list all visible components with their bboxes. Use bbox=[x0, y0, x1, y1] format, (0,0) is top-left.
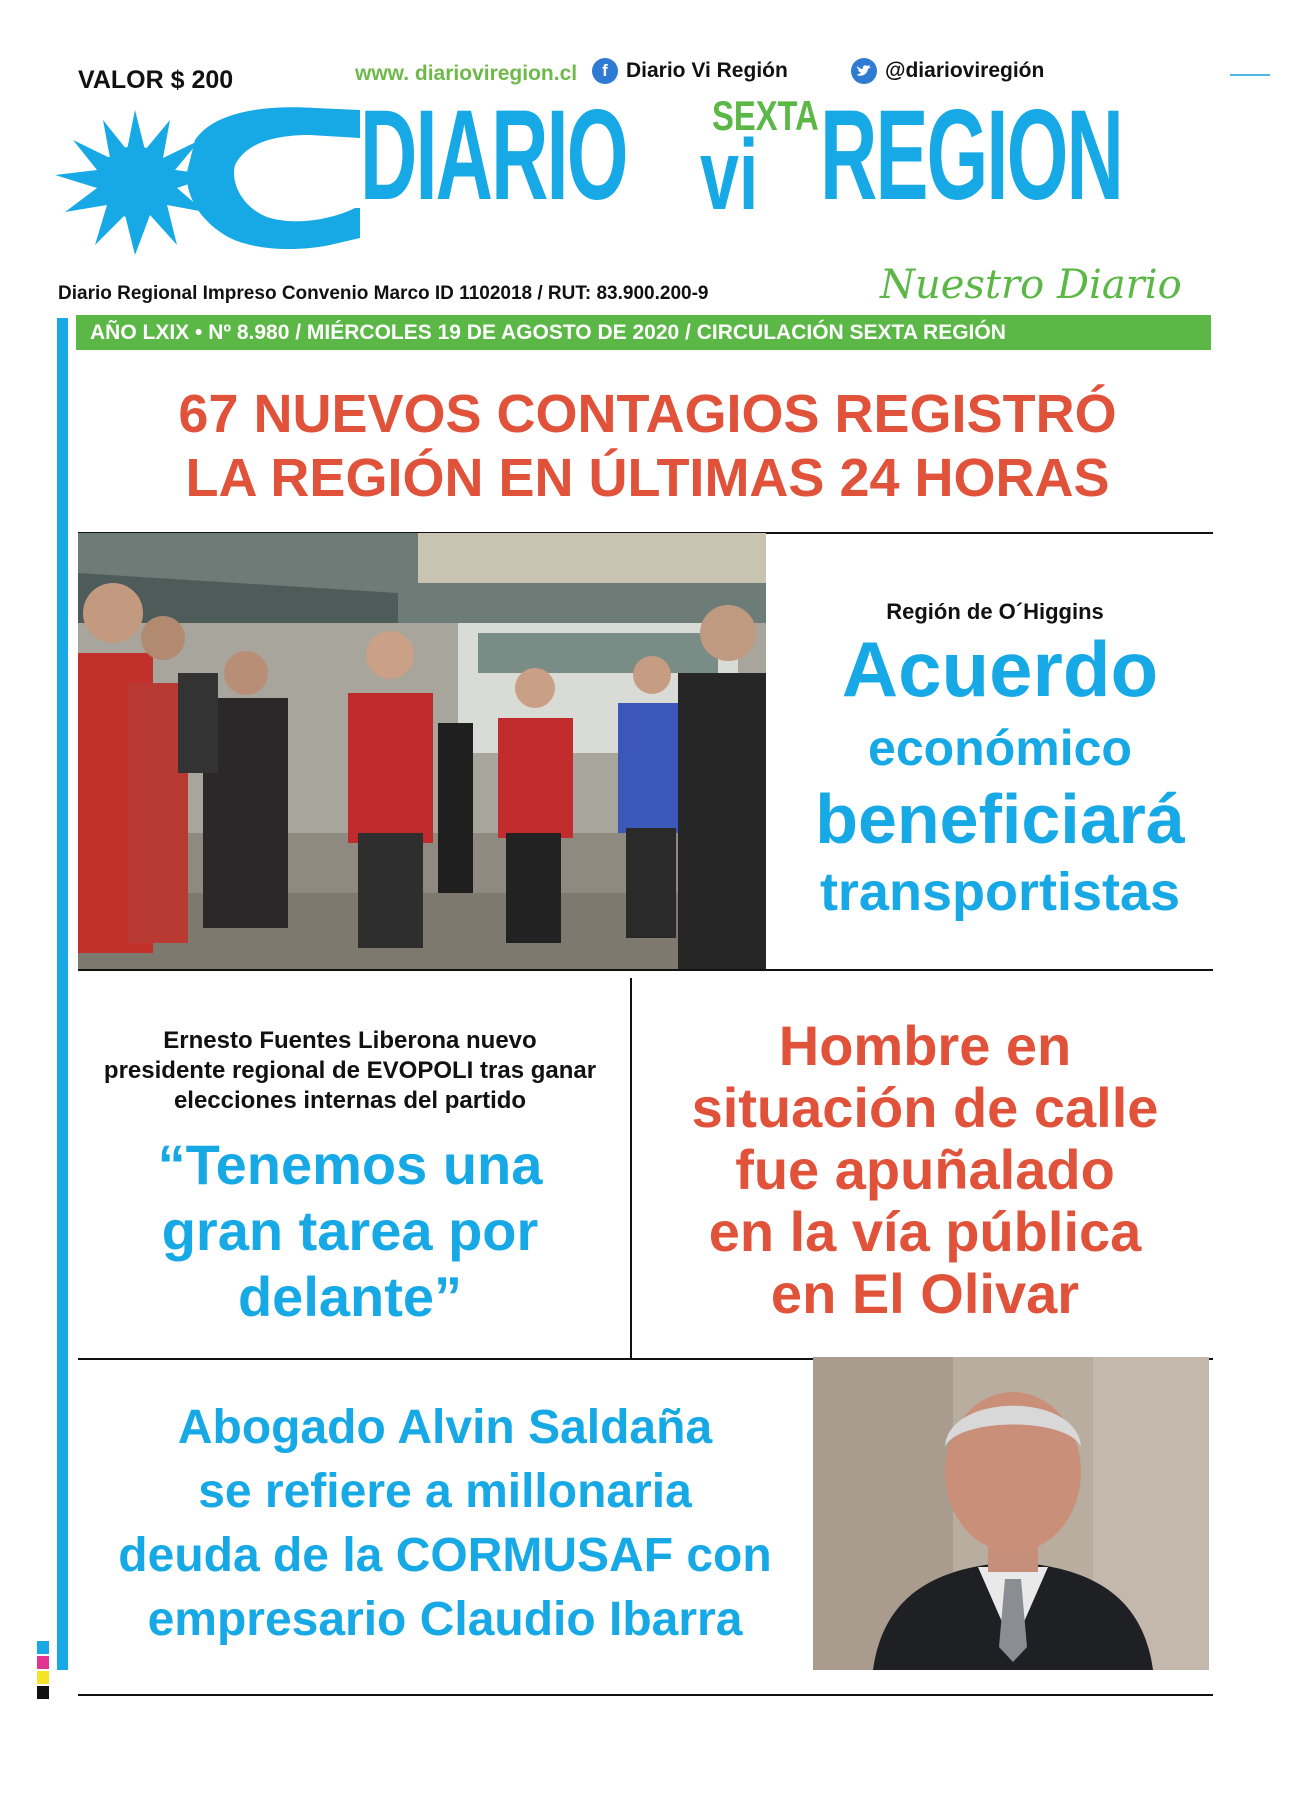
masthead-region: REGION bbox=[820, 84, 1122, 227]
facebook-label: Diario Vi Región bbox=[626, 59, 788, 82]
crime-headline-line: en la vía pública bbox=[708, 1200, 1142, 1263]
main-headline-line: LA REGIÓN EN ÚLTIMAS 24 HORAS bbox=[185, 448, 1110, 508]
divider bbox=[78, 1694, 1213, 1696]
evopoli-headline-line: gran tarea por bbox=[161, 1199, 539, 1262]
transport-kicker: Región de O´Higgins bbox=[886, 599, 1104, 624]
edition-bar bbox=[76, 315, 1211, 350]
evopoli-kicker-line: elecciones internas del partido bbox=[173, 1087, 527, 1114]
edition-text: AÑO LXIX • Nº 8.980 / MIÉRCOLES 19 DE AGOSTO DE 2020 / CIRCULACIÓN SEXTA REGIÓN bbox=[90, 321, 1006, 344]
masthead-sexta: SEXTA bbox=[712, 92, 819, 139]
column-divider bbox=[630, 978, 632, 1360]
magenta-swatch bbox=[37, 1656, 49, 1669]
masthead-tagline: Nuestro Diario bbox=[880, 262, 1182, 308]
yellow-swatch bbox=[37, 1671, 49, 1684]
crime-headline-line: Hombre en bbox=[778, 1014, 1072, 1077]
lawyer-headline-line: se refiere a millonaria bbox=[198, 1465, 692, 1518]
main-headline[interactable] bbox=[80, 382, 1215, 510]
main-headline-line: 67 NUEVOS CONTAGIOS REGISTRÓ bbox=[178, 384, 1117, 444]
twitter-link[interactable] bbox=[851, 58, 1044, 84]
evopoli-kicker-line: presidente regional de EVOPOLI tras ganar bbox=[103, 1057, 597, 1084]
transport-photo[interactable] bbox=[78, 533, 766, 970]
crime-headline-line: situación de calle bbox=[691, 1076, 1159, 1139]
transport-headline-line[interactable]: beneficiará bbox=[815, 780, 1185, 858]
lawyer-headline[interactable] bbox=[80, 1396, 810, 1652]
crime-headline-line: en El Olivar bbox=[770, 1262, 1080, 1325]
twitter-icon bbox=[851, 58, 877, 84]
registration-line: Diario Regional Impreso Convenio Marco ID 1102018 / RUT: 83.900.200-9 bbox=[58, 283, 709, 304]
transport-headline-line[interactable]: transportistas bbox=[819, 862, 1181, 922]
sun-spur-logo-icon bbox=[55, 100, 375, 270]
lawyer-headline-line: empresario Claudio Ibarra bbox=[147, 1593, 743, 1646]
masthead-vi: vi bbox=[700, 119, 759, 231]
crime-headline[interactable] bbox=[640, 1015, 1210, 1325]
divider bbox=[78, 969, 1213, 971]
facebook-link[interactable] bbox=[592, 58, 788, 84]
transport-headline-line[interactable]: económico bbox=[868, 720, 1132, 776]
lawyer-portrait-photo[interactable] bbox=[813, 1357, 1209, 1670]
price-label: VALOR $ 200 bbox=[78, 66, 234, 94]
evopoli-kicker-line: Ernesto Fuentes Liberona nuevo bbox=[163, 1027, 537, 1054]
lawyer-headline-line: deuda de la CORMUSAF con bbox=[118, 1529, 772, 1582]
transport-headline-line[interactable]: Acuerdo bbox=[841, 625, 1159, 713]
left-accent-bar bbox=[57, 318, 68, 1670]
masthead-diario: DIARIO bbox=[360, 84, 627, 227]
evopoli-headline[interactable] bbox=[80, 1132, 620, 1330]
cyan-swatch bbox=[37, 1641, 49, 1654]
corner-rule bbox=[1230, 74, 1270, 76]
black-swatch bbox=[37, 1686, 49, 1699]
twitter-label: @diarioviregión bbox=[885, 59, 1045, 82]
evopoli-headline-line: delante” bbox=[237, 1265, 463, 1328]
facebook-icon: f bbox=[592, 58, 618, 84]
evopoli-headline-line: “Tenemos una bbox=[157, 1133, 543, 1196]
evopoli-kicker bbox=[80, 1026, 620, 1116]
website-link[interactable]: www. diarioviregion.cl bbox=[355, 62, 578, 85]
lawyer-headline-line: Abogado Alvin Saldaña bbox=[177, 1401, 713, 1454]
crime-headline-line: fue apuñalado bbox=[735, 1138, 1115, 1201]
